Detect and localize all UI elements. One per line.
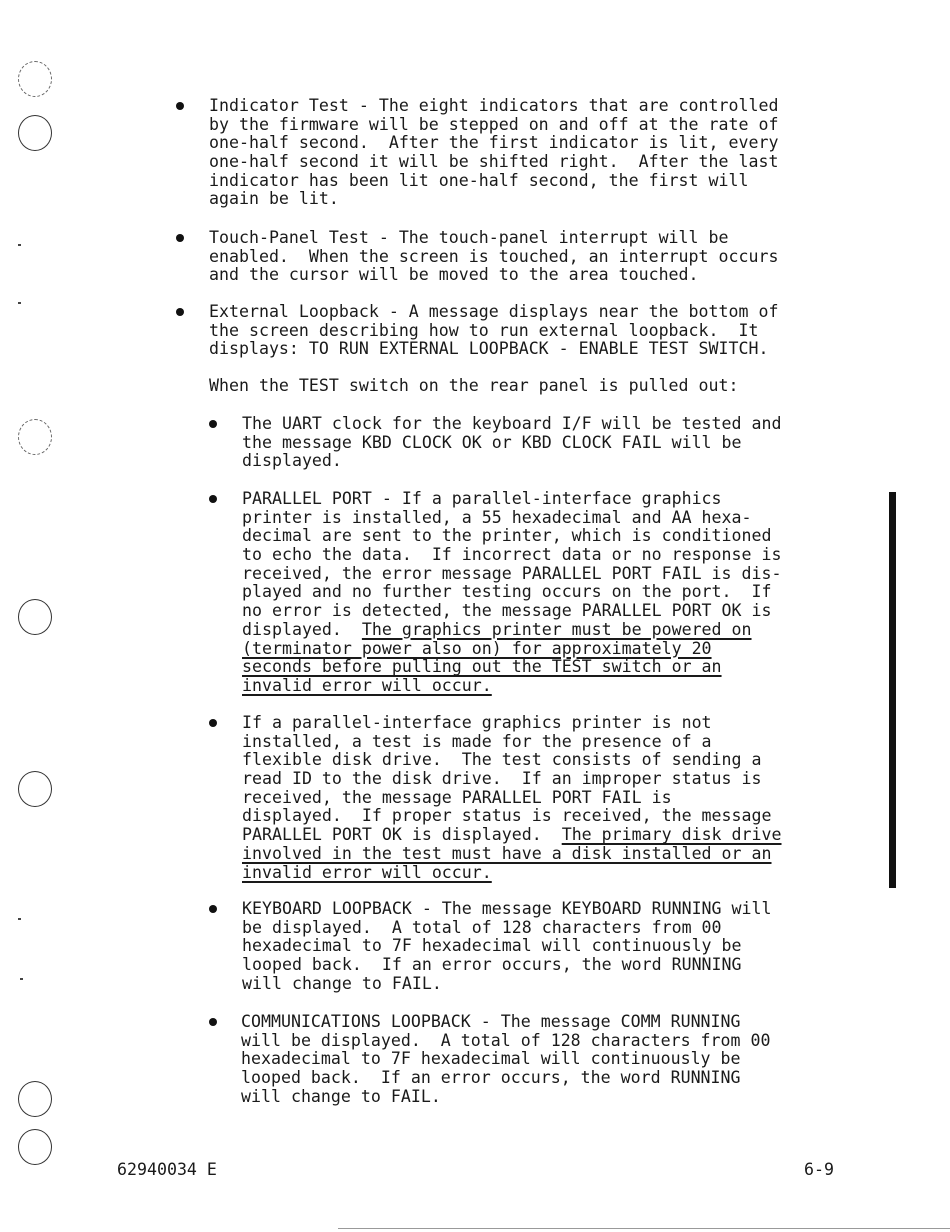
text-segment: PARALLEL PORT OK is displayed. (242, 825, 562, 845)
text-line: will change to FAIL. (242, 973, 442, 993)
scan-speck (18, 302, 21, 304)
binder-hole-mark (18, 1081, 52, 1117)
touch-panel-test-item (209, 229, 778, 285)
text-line (242, 658, 781, 677)
text-line: When the TEST switch on the rear panel is pulled out: (209, 376, 739, 395)
communications-loopback-item (241, 1013, 771, 1106)
revision-change-bar (889, 492, 896, 888)
text-line: received, the message PARALLEL PORT FAIL is (242, 787, 672, 807)
binder-hole-mark (18, 61, 52, 97)
underlined-warning: The graphics printer must be powered on (361, 619, 752, 639)
binder-hole-mark (18, 599, 52, 635)
bullet (209, 420, 217, 428)
scan-speck (20, 978, 23, 980)
page-edge-rule (338, 1228, 950, 1229)
bullet (176, 234, 184, 242)
text-line: KEYBOARD LOOPBACK - The message KEYBOARD RUNNING will (242, 899, 772, 918)
text-line: again be lit. (209, 189, 339, 209)
text-line: read ID to the disk drive. If an improper status is (242, 769, 762, 789)
text-line: the message KBD CLOCK OK or KBD CLOCK FAIL will be (242, 432, 742, 452)
text-line: no error is detected, the message PARALLEL PORT OK is (242, 601, 772, 621)
bullet (176, 102, 184, 110)
text-line (242, 640, 781, 659)
text-line: If a parallel-interface graphics printer is not (242, 713, 712, 732)
text-line (242, 845, 782, 864)
text-line: hexadecimal to 7F hexadecimal will continuously be (242, 936, 742, 956)
bullet (209, 719, 217, 727)
text-line (242, 677, 781, 696)
text-segment: displayed. (242, 619, 362, 639)
text-line: the screen describing how to run external loopback. It (209, 320, 759, 340)
text-line: looped back. If an error occurs, the word RUNNING (241, 1068, 741, 1088)
page-number: 6-9 (804, 1160, 834, 1179)
bullet (209, 1018, 217, 1026)
binder-hole-mark (18, 771, 52, 807)
text-line: hexadecimal to 7F hexadecimal will continuously be (241, 1049, 741, 1069)
bullet (176, 308, 184, 316)
indicator-test-item (209, 97, 778, 209)
underlined-warning: The primary disk drive (561, 825, 782, 845)
document-number: 62940034 E (117, 1160, 217, 1179)
external-loopback-item (209, 303, 778, 359)
text-line (242, 864, 782, 883)
text-line: The UART clock for the keyboard I/F will be tested and (242, 414, 782, 433)
binder-hole-mark (18, 1129, 52, 1165)
disk-drive-item (242, 714, 782, 882)
parallel-port-item (242, 490, 781, 696)
scan-speck (18, 244, 21, 246)
text-line: PARALLEL PORT - If a parallel-interface graphics (242, 489, 722, 508)
underlined-warning: invalid error will occur. (242, 675, 492, 695)
bullet (209, 495, 217, 503)
underlined-warning: invalid error will occur. (242, 862, 492, 882)
text-line: displays: TO RUN EXTERNAL LOOPBACK - ENABLE TEST SWITCH. (209, 339, 769, 359)
text-line: COMMUNICATIONS LOOPBACK - The message COMM RUNNING (241, 1012, 741, 1031)
text-line: External Loopback - A message displays near the bottom of (209, 302, 779, 321)
text-line: one-half second. After the first indicator is lit, every (209, 133, 779, 153)
text-line: indicator has been lit one-half second, the first will (209, 170, 749, 190)
text-line: enabled. When the screen is touched, an interrupt occurs (209, 246, 779, 266)
binder-hole-mark (18, 419, 52, 455)
uart-clock-item (242, 415, 781, 471)
text-line: played and no further testing occurs on the port. If (242, 582, 772, 602)
text-line: printer is installed, a 55 hexadecimal and AA hexa- (242, 507, 752, 527)
text-line: displayed. If proper status is received, the message (242, 806, 772, 826)
text-line: received, the error message PARALLEL PORT FAIL is dis- (242, 563, 782, 583)
text-line: looped back. If an error occurs, the word RUNNING (242, 955, 742, 975)
text-line (242, 826, 782, 845)
text-line: and the cursor will be moved to the area touched. (209, 265, 699, 285)
text-line: to echo the data. If incorrect data or no response is (242, 545, 782, 565)
text-line: will change to FAIL. (241, 1086, 441, 1106)
binder-hole-mark (18, 115, 52, 151)
test-switch-intro (209, 377, 739, 396)
text-line: decimal are sent to the printer, which is conditioned (242, 526, 772, 546)
text-line: be displayed. A total of 128 characters from 00 (242, 917, 722, 937)
underlined-warning: (terminator power also on) for approximately 20 (242, 638, 712, 658)
keyboard-loopback-item (242, 900, 772, 993)
scan-speck (18, 918, 21, 920)
bullet (209, 905, 217, 913)
text-line: Indicator Test - The eight indicators that are controlled (209, 96, 779, 115)
text-line: displayed. (242, 451, 342, 471)
underlined-warning: seconds before pulling out the TEST switch or an (242, 657, 722, 677)
text-line: installed, a test is made for the presence of a (242, 731, 712, 751)
text-line (242, 621, 781, 640)
text-line: Touch-Panel Test - The touch-panel interrupt will be (209, 228, 729, 247)
text-line: will be displayed. A total of 128 characters from 00 (241, 1030, 771, 1050)
text-line: one-half second it will be shifted right. After the last (209, 152, 779, 172)
text-line: flexible disk drive. The test consists of sending a (242, 750, 762, 770)
text-line: by the firmware will be stepped on and off at the rate of (209, 114, 779, 134)
underlined-warning: involved in the test must have a disk installed or an (242, 843, 772, 863)
